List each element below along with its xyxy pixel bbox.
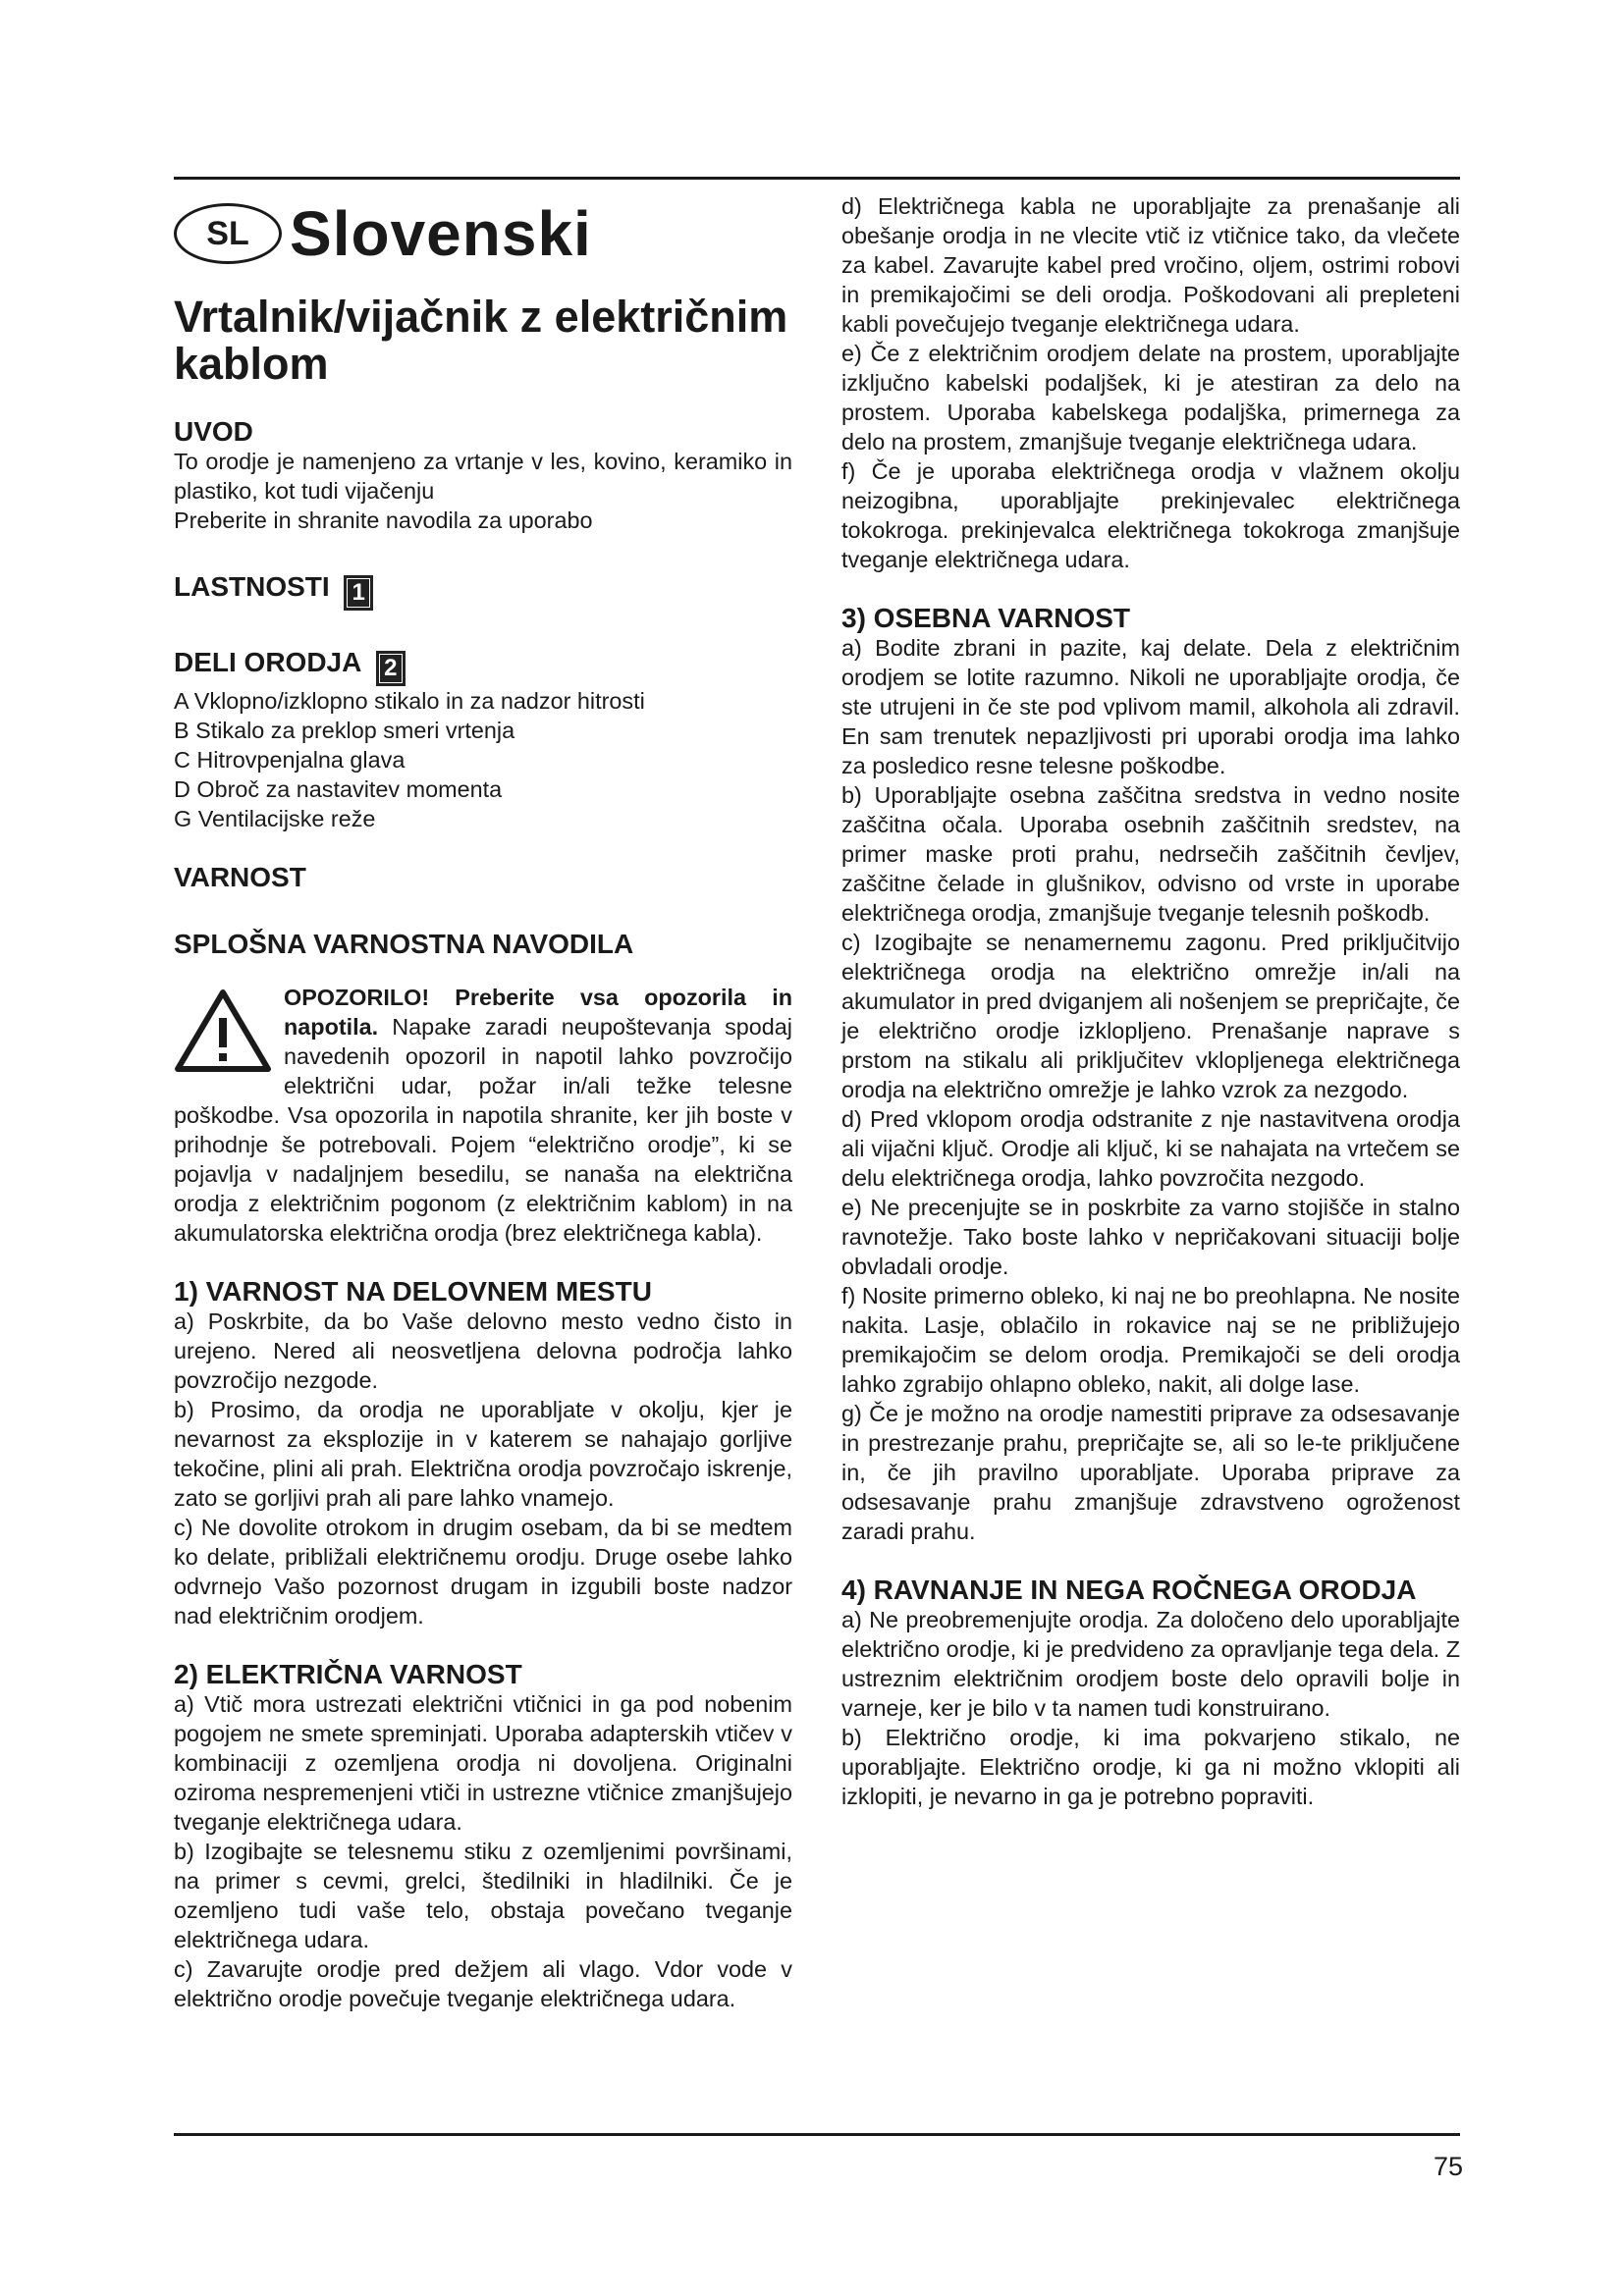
features-heading: LASTNOSTI [174,571,330,602]
work-area-heading: 1) VARNOST NA DELOVNEM MESTU [174,1276,652,1307]
warning-block [174,983,792,1248]
personal-paragraph: g) Če je možno na orodje namestiti priprave za odsesavanje in prestrezanje prahu, prepričajte se, ali so le-te priključene in, če jih pravilno uporabljate. Uporaba priprave za odsesavanje prahu zmanjšuje zdravstveno ogroženost zaradi prahu. [841,1401,1460,1544]
personal-paragraph: a) Bodite zbrani in pazite, kaj delate. Dela z električnim orodjem se lotite razumno. Nikoli ne uporabljajte orodja, če ste utrujeni in če ste pod vplivom mamil, alkohola ali zdravil. En sam trenutek nepazljivosti pri uporabi orodja ima lahko za posledico resne telesne poškodbe. [841,635,1460,778]
parts-heading: DELI ORODJA [174,647,362,677]
bottom-rule [174,2133,1460,2136]
language-header [174,191,792,276]
personal-paragraph: c) Izogibajte se nenamernemu zagonu. Pred priključitvijo električnega orodja na električno omrežje in/ali na akumulator in pred dviganjem ali nošenjem se prepričajte, če je električno orodje izklopljeno. Prenašanje naprave s prstom na stikalu ali priključitev vklopljenega električnega orodja na električno omrežje je lahko vzrok za nezgodo. [841,930,1460,1102]
handling-paragraph: a) Ne preobremenjujte orodja. Za določeno delo uporabljajte električno orodje, ki je predvideno za opravljanje tega dela. Z ustreznim električnim orodjem boste delo opravili bolje in varneje, ker je bilo v ta namen tudi konstruirano. [841,1607,1460,1721]
electrical-paragraph: a) Vtič mora ustrezati električni vtičnici in ga pod nobenim pogojem ne smete spreminjati. Uporaba adapterskih vtičev v kombinaciji z ozemljena orodja ni dovoljena. Originalni oziroma nespremenjeni vtiči in ustrezne vtičnice zmanjšujejo tveganje električnega udara. [174,1691,792,1835]
warning-triangle-icon [174,988,272,1073]
personal-paragraph: b) Uporabljajte osebna zaščitna sredstva in vedno nosite zaščitna očala. Uporaba osebnih zaščitnih sredstev, na primer maske proti prahu, nedrsečih zaščitnih čevljev, zaščitne čelade in glušnikov, odvisno od vrste in uporabe električnega orodja, zmanjšuje tveganje telesnih poškodb. [841,782,1460,926]
safety-heading: VARNOST [174,862,306,892]
work-area-paragraph: c) Ne dovolite otrokom in drugim osebam, da bi se medtem ko delate, približali električnemu orodju. Druge osebe lahko odvrnejo Vašo pozornost drugam in izgubili boste nadzor nad električnim orodjem. [174,1515,792,1629]
handling-heading: 4) RAVNANJE IN NEGA ROČNEGA ORODJA [841,1575,1417,1605]
figure-ref-2: 2 [376,651,406,686]
parts-item: G Ventilacijske reže [174,806,376,831]
parts-heading-row [174,648,792,686]
electrical-paragraph: c) Zavarujte orodje pred dežjem ali vlago. Vdor vode v električno orodje povečuje tveganje električnega udara. [174,1956,792,2011]
work-area-paragraph: a) Poskrbite, da bo Vaše delovno mesto vedno čisto in urejeno. Nered ali neosvetljena delovna področja lahko povzročijo nezgode. [174,1308,792,1393]
electrical-paragraph: e) Če z električnim orodjem delate na prostem, uporabljajte izključno kabelski podaljšek, ki je atestiran za delo na prostem. Uporaba kabelskega podaljška, primernega za delo na prostem, zmanjšuje tveganje električnega udara. [841,341,1460,454]
electrical-paragraph: d) Električnega kabla ne uporabljajte za prenašanje ali obešanje orodja in ne vlecite vtič iz vtičnice tako, da vlečete za kabel. Zavarujte kabel pred vročino, oljem, ostrimi robovi in premikajočimi se deli orodja. Poškodovani ali prepleteni kabli povečujejo tveganje električnega udara. [841,193,1460,337]
figure-ref-1: 1 [344,575,373,611]
electrical-paragraph: b) Izogibajte se telesnemu stiku z ozemljenimi površinami, na primer s cevmi, grelci, štedilniki in hladilniki. Če je ozemljeno tudi vaše telo, obstaja povečano tveganje električnega udara. [174,1839,792,1952]
page-number: 75 [1433,2152,1463,2181]
parts-list [174,686,792,833]
general-safety-heading: SPLOŠNA VARNOSTNA NAVODILA [174,929,634,959]
parts-item: C Hitrovpenjalna glava [174,747,406,773]
top-rule [174,177,1460,180]
electrical-heading: 2) ELEKTRIČNA VARNOST [174,1659,522,1689]
parts-item: A Vklopno/izklopno stikalo in za nadzor hitrosti [174,688,645,714]
document-title: Vrtalnik/vijačnik z električnim kablom [174,292,788,389]
intro-line: To orodje je namenjeno za vrtanje v les, kovino, keramiko in plastiko, kot tudi vijačenju [174,449,792,504]
features-heading-row [174,572,792,611]
intro-text [174,447,792,535]
intro-line: Preberite in shranite navodila za uporabo [174,507,593,533]
handling-paragraph: b) Električno orodje, ki ima pokvarjeno stikalo, ne uporabljajte. Električno orodje, ki ga ni možno vklopiti ali izklopiti, je nevarno in ga je potrebno popraviti. [841,1725,1460,1809]
personal-paragraph: d) Pred vklopom orodja odstranite z nje nastavitvena orodja ali vijačni ključ. Orodje ali ključ, ki se nahajata na vrtečem se delu električnega orodja, lahko povzročita nezgodo. [841,1106,1460,1191]
electrical-paragraph: f) Če je uporaba električnega orodja v vlažnem okolju neizogibna, uporabljajte prekinjevalec električnega tokokroga. prekinjevalca električnega tokokroga zmanjšuje tveganje električnega udara. [841,458,1460,572]
personal-heading: 3) OSEBNA VARNOST [841,603,1131,633]
language-badge: SL [174,203,282,264]
warning-lead: OPOZORILO! Preberite vsa opozorila in napotila. [284,985,792,1040]
intro-heading: UVOD [174,416,253,447]
language-title: Slovenski [290,198,592,269]
parts-item: B Stikalo za preklop smeri vrtenja [174,718,515,743]
left-column [174,191,792,2013]
personal-paragraph: f) Nosite primerno obleko, ki naj ne bo preohlapna. Ne nosite nakita. Lasje, oblačilo in rokavice naj se ne približujejo premikajočim se delom orodja. Premikajoči se deli orodja lahko zgrabijo ohlapno obleko, nakit, ali dolge lase. [841,1283,1460,1397]
warning-body: Napake zaradi neupoštevanja spodaj navedenih opozoril in napotil lahko povzročijo električni udar, požar in/ali težke telesne poškodbe. Vsa opozorila in napotila shranite, ker jih boste v prihodnje še potrebovali. Pojem “električno orodje”, ki se pojavlja v nadaljnjem besedilu, se nanaša na električna orodja z električnim pogonom (z električnim kablom) in na akumulatorska električna orodja (brez električnega kabla). [174,1014,793,1246]
personal-paragraph: e) Ne precenjujte se in poskrbite za varno stojišče in stalno ravnotežje. Tako boste lahko v nepričakovani situaciji bolje obvladali orodje. [841,1195,1460,1279]
right-column [841,191,1460,1811]
work-area-paragraph: b) Prosimo, da orodja ne uporabljate v okolju, kjer je nevarnost za eksplozije in v katerem se nahajajo gorljive tekočine, plini ali prah. Električna orodja povzročajo iskrenje, zato se gorljivi prah ali pare lahko vnamejo. [174,1397,792,1511]
parts-item: D Obroč za nastavitev momenta [174,776,503,802]
